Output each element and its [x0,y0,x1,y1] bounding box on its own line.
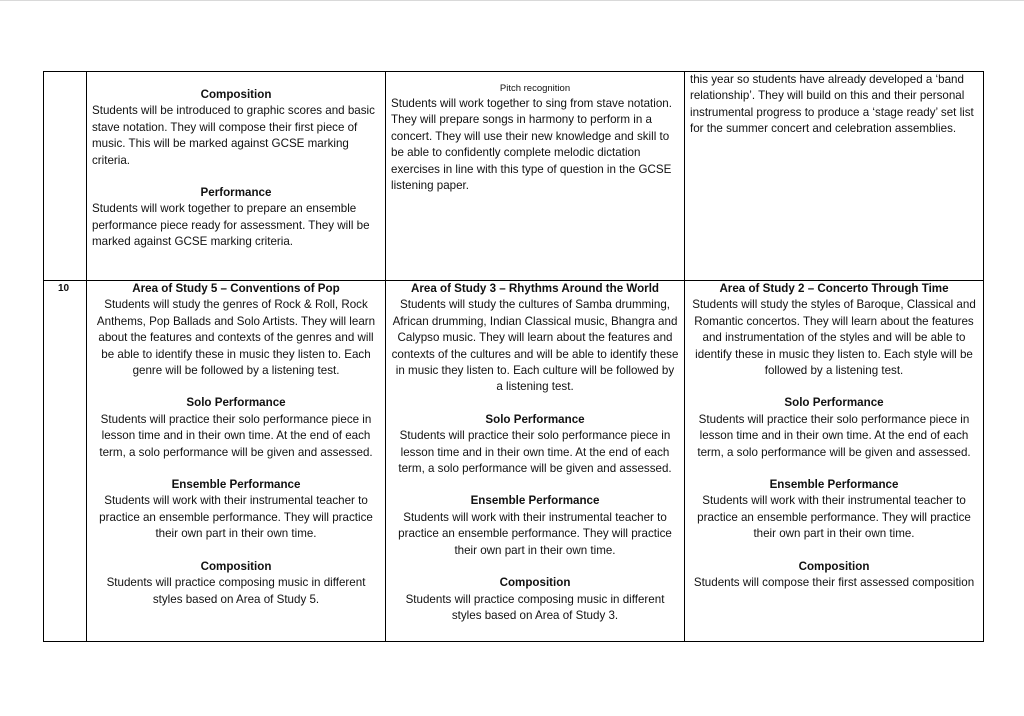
term2-cell [386,72,685,281]
ensemble-performance-text: Students will work with their instrumental teacher to practice an ensemble performance. They will practice their own part in their own time. [99,494,373,541]
ensemble-performance-heading: Ensemble Performance [769,478,899,492]
performance-text: Students will work together to prepare an ensemble performance piece ready for assessment. They will be marked against GCSE marking criteria. [92,202,370,249]
band-text: this year so students have already developed a ‘band relationship’. They will build on this and their personal instrumental progress to produce a ‘stage ready’ set list for the summer concert and celebration assemblies. [690,73,974,136]
aos-heading: Area of Study 5 – Conventions of Pop [132,282,340,295]
ensemble-performance-heading: Ensemble Performance [470,494,600,508]
aos-text: Students will study the styles of Baroque, Classical and Romantic concertos. They will learn about the features and instrumentation of the styles and will be able to identify these in music they listen to. Each style will be followed by a listening test. [692,298,976,378]
solo-performance-text: Students will practice their solo performance piece in lesson time and in their own time. At the end of each term, a solo performance will be given and assessed. [697,412,971,459]
solo-performance-heading: Solo Performance [784,396,884,410]
year-cell [44,281,87,642]
term1-cell [87,281,386,642]
aos-text: Students will study the cultures of Samba drumming, African drumming, Indian Classical music, Bhangra and Calypso music. They will learn about the features and contexts of the cultures and will be able to identify these in music they listen to. Each culture will be followed by a listening test. [391,298,679,394]
composition-text: Students will be introduced to graphic scores and basic stave notation. They will compose their first piece of music. This will be marked against GCSE marking criteria. [92,104,375,167]
aos-heading: Area of Study 2 – Concerto Through Time [719,282,949,295]
term1-cell [87,72,386,281]
aos-heading: Area of Study 3 – Rhythms Around the World [411,282,659,295]
year-label: 10 [58,283,70,294]
solo-performance-heading: Solo Performance [186,396,286,410]
pitch-recognition-text: Students will work together to sing from stave notation. They will prepare songs in harmony to perform in a concert. They will use their new knowledge and skill to be able to confidently complete melodic dictation exercises in line with this type of question in the GCSE listening paper. [391,97,672,193]
table-row [44,72,984,281]
performance-heading: Performance [200,186,272,200]
solo-performance-heading: Solo Performance [485,412,585,426]
composition-text: Students will practice composing music in different styles based on Area of Study 3. [405,592,665,622]
composition-text: Students will practice composing music in different styles based on Area of Study 5. [106,576,366,606]
ensemble-performance-text: Students will work with their instrumental teacher to practice an ensemble performance. They will practice their own part in their own time. [398,510,672,557]
year-cell [44,72,87,281]
term3-cell [685,281,984,642]
composition-heading: Composition [798,559,870,573]
ensemble-performance-heading: Ensemble Performance [171,478,301,492]
year-label [44,72,86,74]
composition-heading: Composition [499,576,571,590]
solo-performance-text: Students will practice their solo performance piece in lesson time and in their own time. At the end of each term, a solo performance will be given and assessed. [99,412,373,459]
pitch-recognition-heading: Pitch recognition [499,83,571,94]
composition-heading: Composition [200,88,272,101]
aos-text: Students will study the genres of Rock & Roll, Rock Anthems, Pop Ballads and Solo Artists. They will learn about the features and contexts of the genres and will be able to identify these in music they listen to. Each genre will be followed by a listening test. [96,298,376,378]
term3-cell [685,72,984,281]
composition-heading: Composition [200,559,272,573]
solo-performance-text: Students will practice their solo performance piece in lesson time and in their own time. At the end of each term, a solo performance will be given and assessed. [398,429,672,476]
composition-text: Students will compose their first assessed composition [693,576,975,590]
table-row [44,281,984,642]
term2-cell [386,281,685,642]
ensemble-performance-text: Students will work with their instrumental teacher to practice an ensemble performance. They will practice their own part in their own time. [697,494,971,541]
curriculum-table [43,71,984,642]
page-top-border [0,0,1024,1]
